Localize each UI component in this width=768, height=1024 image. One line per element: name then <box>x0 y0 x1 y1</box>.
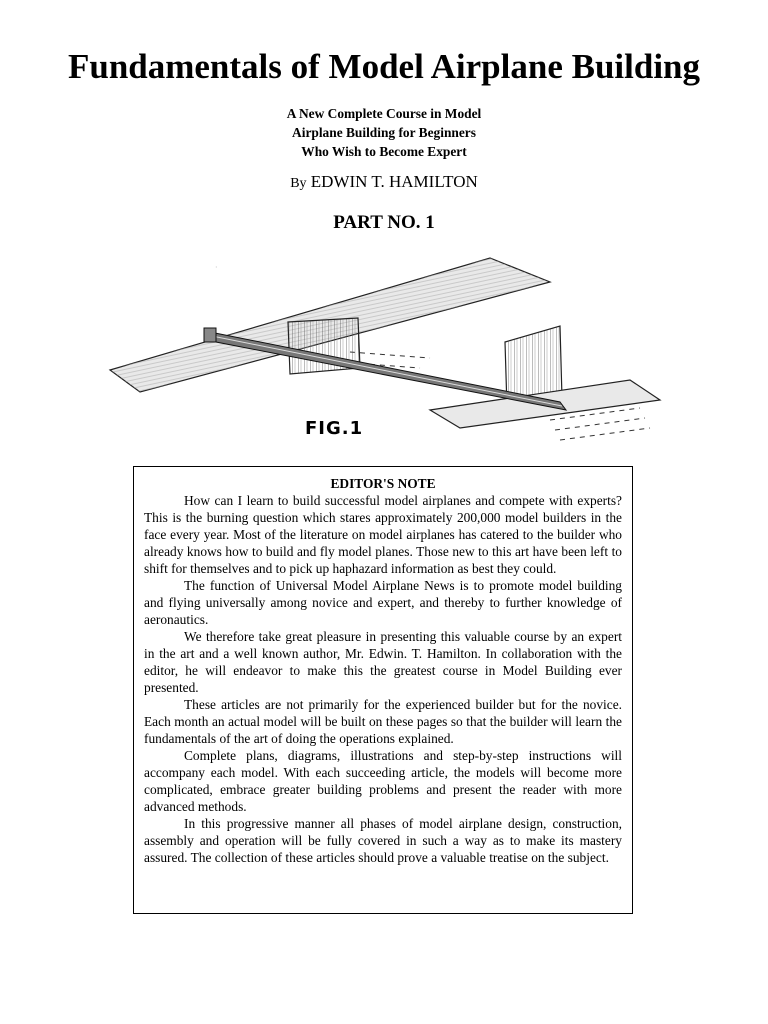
note-paragraph: How can I learn to build successful model airplanes and compete with experts? This is the burning question which stares approximately 200,000 model builders in the face every year. Most of the literature on model airplanes has catered to the builder who already knows how to build and fly model planes. Those new to this art have been left to shift for themselves and to pick up haphazard information as best they could. <box>144 493 622 576</box>
note-paragraph: The function of Universal Model Airplane News is to promote model building and flying universally among novice and expert, and thereby to further knowledge of aeronautics. <box>144 578 622 627</box>
subtitle-line: A New Complete Course in Model <box>286 106 482 121</box>
article-subtitle <box>0 104 768 161</box>
part-number: PART NO. 1 <box>333 212 435 233</box>
figure-caption: FIG.1 <box>305 418 364 439</box>
svg-text:·: · <box>215 263 218 272</box>
note-paragraph: Complete plans, diagrams, illustrations and step-by-step instructions will accompany each model. With each succeeding article, the models will become more complicated, embrace greater building problems and present the reader with more advanced methods. <box>144 748 622 814</box>
article-title: Fundamentals of Model Airplane Building <box>67 47 701 86</box>
figure-1 <box>100 250 670 450</box>
note-paragraph: These articles are not primarily for the experienced builder but for the novice. Each month an actual model will be built on these pages so that the builder will learn the fundamentals of the art of doing the operations explained. <box>144 697 622 746</box>
note-paragraph: In this progressive manner all phases of model airplane design, construction, assembly and operation will be fully covered in such a way as to make its mastery assured. The collection of these articles should prove a valuable treatise on the subject. <box>144 816 622 865</box>
model-airplane-illustration <box>100 250 670 450</box>
byline-prefix: By <box>290 176 307 191</box>
editors-note-box <box>133 466 633 914</box>
editors-note-title: EDITOR'S NOTE <box>330 476 436 491</box>
subtitle-line: Airplane Building for Beginners <box>292 125 476 140</box>
subtitle-line: Who Wish to Become Expert <box>301 144 467 159</box>
byline <box>0 171 768 195</box>
author-name: EDWIN T. HAMILTON <box>310 172 478 191</box>
note-paragraph: We therefore take great pleasure in presenting this valuable course by an expert in the art and a well known author, Mr. Edwin. T. Hamilton. In collaboration with the editor, he will endeavor to make this the greatest course in Model Building ever presented. <box>144 629 622 695</box>
